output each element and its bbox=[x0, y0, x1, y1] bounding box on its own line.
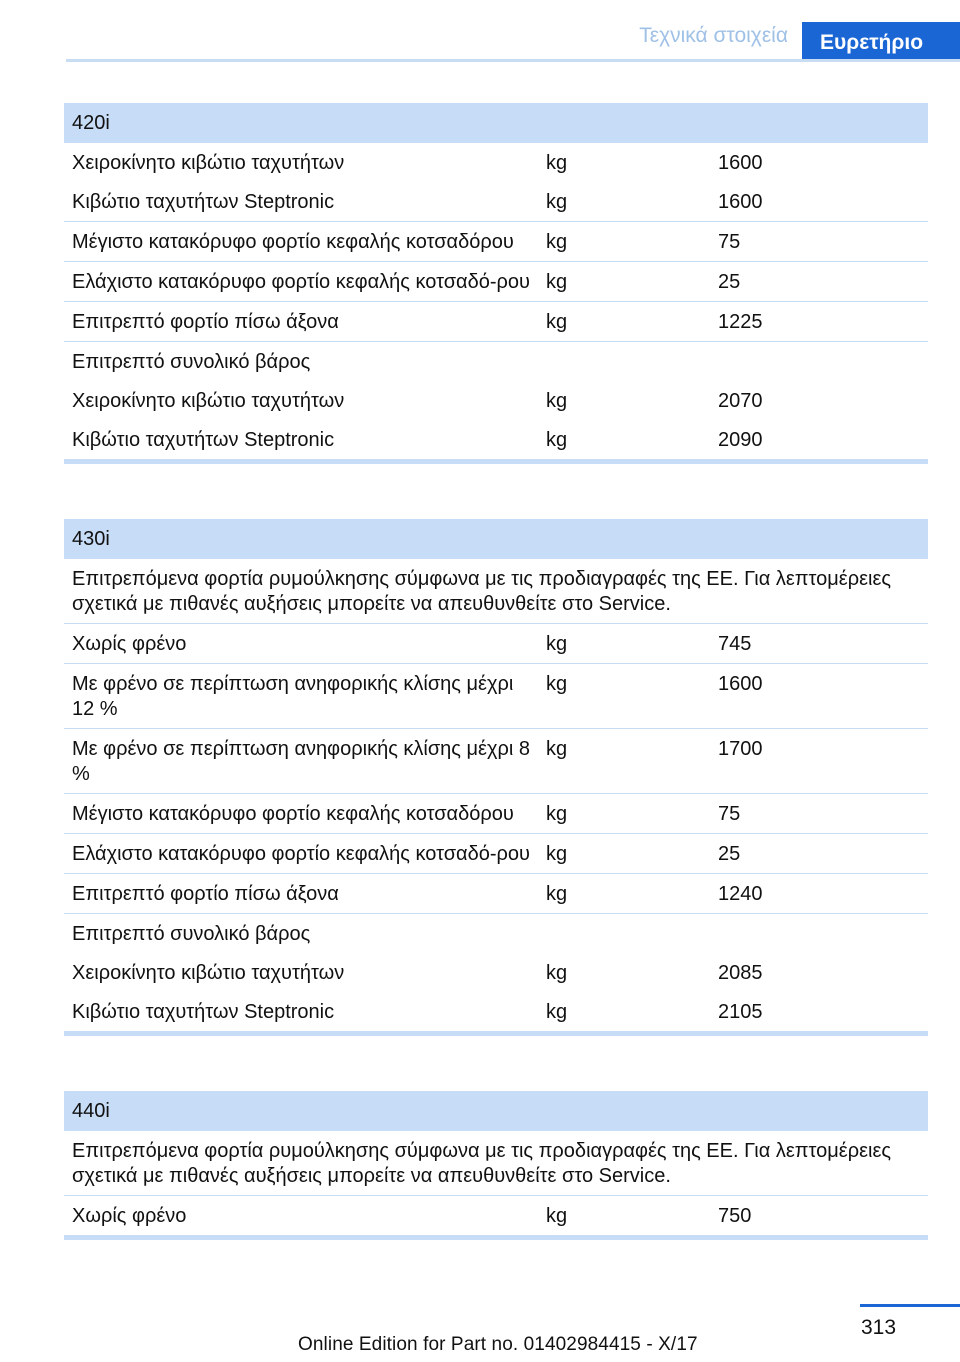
table-row bbox=[64, 143, 928, 182]
section-430i bbox=[64, 519, 928, 1036]
table-row bbox=[64, 874, 928, 914]
row-label: Επιτρεπτό φορτίο πίσω άξονα bbox=[72, 883, 339, 905]
section-title: 420i bbox=[64, 103, 928, 143]
row-unit: kg bbox=[546, 390, 568, 412]
section-note: Επιτρεπόμενα φορτία ρυμούλκησης σύμφωνα με τις προδιαγραφές της ΕΕ. Για λεπτομέρειες σχετικά με πιθανές αυξήσεις μπορείτε να απευθυνθείτε στο Service. bbox=[64, 559, 928, 624]
row-value: 1240 bbox=[718, 883, 763, 905]
row-value: 25 bbox=[718, 843, 741, 865]
row-unit: kg bbox=[546, 843, 568, 865]
section-end-rule bbox=[64, 1235, 928, 1240]
table-row bbox=[64, 914, 928, 953]
tab-index[interactable]: Ευρετήριο bbox=[802, 22, 960, 62]
row-value: 1600 bbox=[718, 191, 763, 213]
row-unit: kg bbox=[546, 1001, 568, 1023]
table-row bbox=[64, 381, 928, 420]
row-value: 750 bbox=[718, 1205, 752, 1227]
row-value: 1600 bbox=[718, 152, 763, 174]
section-note: Επιτρεπόμενα φορτία ρυμούλκησης σύμφωνα με τις προδιαγραφές της ΕΕ. Για λεπτομέρειες σχετικά με πιθανές αυξήσεις μπορείτε να απευθυνθείτε στο Service. bbox=[64, 1131, 928, 1196]
row-unit bbox=[546, 350, 718, 375]
row-value: 2070 bbox=[718, 390, 763, 412]
edition-note: Online Edition for Part no. 01402984415 - X/17 bbox=[298, 1334, 698, 1355]
row-unit: kg bbox=[546, 311, 568, 333]
table-row bbox=[64, 992, 928, 1031]
row-unit: kg bbox=[546, 633, 568, 655]
row-unit bbox=[546, 922, 718, 947]
row-value: 75 bbox=[718, 803, 741, 825]
row-value: 1600 bbox=[718, 673, 763, 695]
table-row bbox=[64, 262, 928, 302]
row-label: Επιτρεπτό συνολικό βάρος bbox=[72, 351, 311, 373]
row-value: 1700 bbox=[718, 738, 763, 760]
table-row bbox=[64, 729, 928, 794]
row-label: Κιβώτιο ταχυτήτων Steptronic bbox=[72, 1001, 335, 1023]
top-navigation bbox=[66, 0, 960, 62]
row-label: Χειροκίνητο κιβώτιο ταχυτήτων bbox=[72, 390, 345, 412]
row-value: 25 bbox=[718, 271, 741, 293]
table-row bbox=[64, 342, 928, 381]
row-label: Ελάχιστο κατακόρυφο φορτίο κεφαλής κοτσαδό-ρου bbox=[72, 271, 530, 293]
section-title: 440i bbox=[64, 1091, 928, 1131]
row-label: Κιβώτιο ταχυτήτων Steptronic bbox=[72, 191, 335, 213]
row-label: Χωρίς φρένο bbox=[72, 1205, 187, 1227]
table-row bbox=[64, 182, 928, 222]
row-unit: kg bbox=[546, 1205, 568, 1227]
row-label: Επιτρεπτό φορτίο πίσω άξονα bbox=[72, 311, 339, 333]
row-value bbox=[718, 922, 928, 947]
section-end-rule bbox=[64, 1031, 928, 1036]
table-row bbox=[64, 953, 928, 992]
table-row bbox=[64, 420, 928, 459]
section-end-rule bbox=[64, 459, 928, 464]
page-number: 313 bbox=[861, 1316, 897, 1339]
row-unit: kg bbox=[546, 429, 568, 451]
row-unit: kg bbox=[546, 738, 568, 760]
row-label: Χειροκίνητο κιβώτιο ταχυτήτων bbox=[72, 152, 345, 174]
row-value: 2105 bbox=[718, 1001, 763, 1023]
row-label: Επιτρεπτό συνολικό βάρος bbox=[72, 923, 311, 945]
row-unit: kg bbox=[546, 152, 568, 174]
table-row bbox=[64, 222, 928, 262]
row-label: Κιβώτιο ταχυτήτων Steptronic bbox=[72, 429, 335, 451]
row-value: 2085 bbox=[718, 962, 763, 984]
section-title: 430i bbox=[64, 519, 928, 559]
row-label: Με φρένο σε περίπτωση ανηφορικής κλίσης μέχρι 8 % bbox=[72, 738, 530, 785]
row-label: Χειροκίνητο κιβώτιο ταχυτήτων bbox=[72, 962, 345, 984]
row-value: 745 bbox=[718, 633, 752, 655]
table-row bbox=[64, 1196, 928, 1235]
row-value: 1225 bbox=[718, 311, 763, 333]
row-unit: kg bbox=[546, 231, 568, 253]
table-row bbox=[64, 794, 928, 834]
table-row bbox=[64, 624, 928, 664]
table-row bbox=[64, 834, 928, 874]
header-divider bbox=[66, 59, 960, 62]
row-value bbox=[718, 350, 928, 375]
row-unit: kg bbox=[546, 673, 568, 695]
section-420i bbox=[64, 103, 928, 464]
row-label: Χωρίς φρένο bbox=[72, 633, 187, 655]
row-unit: kg bbox=[546, 883, 568, 905]
tab-technical-data[interactable]: Τεχνικά στοιχεία bbox=[639, 24, 788, 47]
row-unit: kg bbox=[546, 271, 568, 293]
table-row bbox=[64, 302, 928, 342]
row-label: Μέγιστο κατακόρυφο φορτίο κεφαλής κοτσαδόρου bbox=[72, 231, 514, 253]
row-label: Μέγιστο κατακόρυφο φορτίο κεφαλής κοτσαδόρου bbox=[72, 803, 514, 825]
section-440i bbox=[64, 1091, 928, 1240]
row-value: 2090 bbox=[718, 429, 763, 451]
footer-rule bbox=[860, 1304, 960, 1307]
table-row bbox=[64, 664, 928, 729]
row-value: 75 bbox=[718, 231, 741, 253]
row-label: Ελάχιστο κατακόρυφο φορτίο κεφαλής κοτσαδό-ρου bbox=[72, 843, 530, 865]
row-unit: kg bbox=[546, 962, 568, 984]
row-label: Με φρένο σε περίπτωση ανηφορικής κλίσης μέχρι 12 % bbox=[72, 673, 514, 720]
row-unit: kg bbox=[546, 191, 568, 213]
row-unit: kg bbox=[546, 803, 568, 825]
